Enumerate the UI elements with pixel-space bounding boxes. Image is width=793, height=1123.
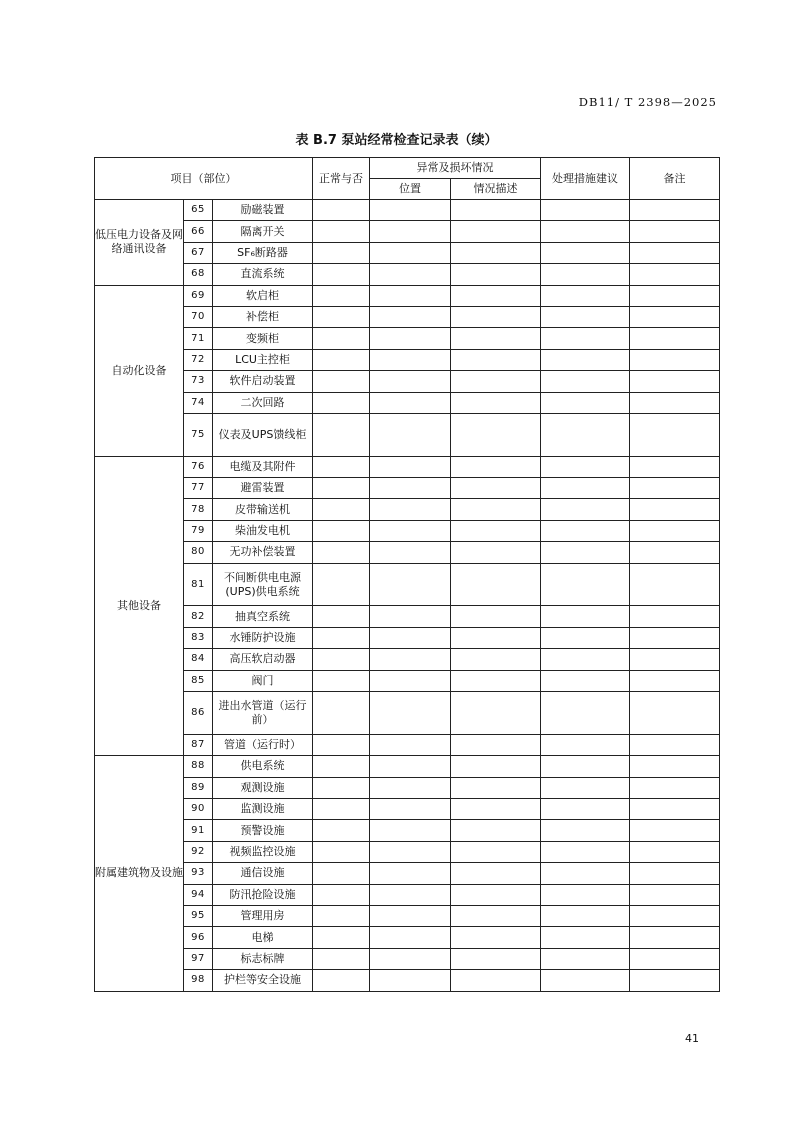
description-cell[interactable] [451, 563, 541, 606]
position-cell[interactable] [370, 563, 451, 606]
table-row [95, 627, 720, 648]
normal-cell[interactable] [313, 520, 370, 541]
item-name: 励磁装置 [213, 200, 313, 221]
position-cell[interactable] [370, 884, 451, 905]
description-cell[interactable] [451, 670, 541, 691]
description-cell[interactable] [451, 777, 541, 798]
position-cell[interactable] [370, 478, 451, 499]
document-code: DB11/ T 2398—2025 [578, 95, 717, 109]
position-cell[interactable] [370, 756, 451, 777]
item-number: 95 [184, 905, 213, 926]
table-row [95, 841, 720, 862]
header-measures: 处理措施建议 [541, 158, 630, 200]
normal-cell[interactable] [313, 264, 370, 285]
measures-cell[interactable] [541, 820, 630, 841]
remarks-cell[interactable] [630, 841, 720, 862]
normal-cell[interactable] [313, 970, 370, 991]
position-cell[interactable] [370, 734, 451, 755]
header-project: 项目（部位） [95, 158, 313, 200]
remarks-cell[interactable] [630, 563, 720, 606]
table-row [95, 371, 720, 392]
remarks-cell[interactable] [630, 306, 720, 327]
page-number: 41 [685, 1032, 699, 1045]
normal-cell[interactable] [313, 777, 370, 798]
item-name: 监测设施 [213, 798, 313, 819]
item-number: 81 [184, 563, 213, 606]
remarks-cell[interactable] [630, 221, 720, 242]
remarks-cell[interactable] [630, 264, 720, 285]
item-number: 72 [184, 349, 213, 370]
item-name: 补偿柜 [213, 306, 313, 327]
table-row [95, 221, 720, 242]
position-cell[interactable] [370, 627, 451, 648]
position-cell[interactable] [370, 306, 451, 327]
table-row [95, 242, 720, 263]
position-cell[interactable] [370, 520, 451, 541]
position-cell[interactable] [370, 692, 451, 735]
measures-cell[interactable] [541, 884, 630, 905]
table-row [95, 563, 720, 606]
item-name: 观测设施 [213, 777, 313, 798]
position-cell[interactable] [370, 264, 451, 285]
description-cell[interactable] [451, 264, 541, 285]
normal-cell[interactable] [313, 884, 370, 905]
description-cell[interactable] [451, 221, 541, 242]
group-name: 低压电力设备及网络通讯设备 [95, 200, 184, 286]
position-cell[interactable] [370, 905, 451, 926]
remarks-cell[interactable] [630, 927, 720, 948]
normal-cell[interactable] [313, 649, 370, 670]
table-row [95, 649, 720, 670]
normal-cell[interactable] [313, 798, 370, 819]
item-name: 电缆及其附件 [213, 456, 313, 477]
remarks-cell[interactable] [630, 820, 720, 841]
table-row [95, 285, 720, 306]
normal-cell[interactable] [313, 328, 370, 349]
remarks-cell[interactable] [630, 371, 720, 392]
table-row [95, 542, 720, 563]
measures-cell[interactable] [541, 756, 630, 777]
normal-cell[interactable] [313, 820, 370, 841]
inspection-record-table [94, 157, 720, 992]
remarks-cell[interactable] [630, 413, 720, 456]
item-name: LCU主控柜 [213, 349, 313, 370]
measures-cell[interactable] [541, 692, 630, 735]
normal-cell[interactable] [313, 756, 370, 777]
remarks-cell[interactable] [630, 328, 720, 349]
description-cell[interactable] [451, 478, 541, 499]
table-row [95, 756, 720, 777]
position-cell[interactable] [370, 392, 451, 413]
table-row [95, 970, 720, 991]
description-cell[interactable] [451, 884, 541, 905]
item-name: 软件启动装置 [213, 371, 313, 392]
position-cell[interactable] [370, 670, 451, 691]
item-name: 进出水管道（运行前） [213, 692, 313, 735]
normal-cell[interactable] [313, 456, 370, 477]
position-cell[interactable] [370, 606, 451, 627]
item-number: 74 [184, 392, 213, 413]
remarks-cell[interactable] [630, 670, 720, 691]
table-row [95, 905, 720, 926]
item-number: 77 [184, 478, 213, 499]
position-cell[interactable] [370, 242, 451, 263]
remarks-cell[interactable] [630, 520, 720, 541]
item-number: 90 [184, 798, 213, 819]
table-row [95, 200, 720, 221]
item-name: 管道（运行时） [213, 734, 313, 755]
normal-cell[interactable] [313, 692, 370, 735]
measures-cell[interactable] [541, 905, 630, 926]
position-cell[interactable] [370, 371, 451, 392]
normal-cell[interactable] [313, 499, 370, 520]
item-number: 82 [184, 606, 213, 627]
remarks-cell[interactable] [630, 542, 720, 563]
item-number: 91 [184, 820, 213, 841]
table-row [95, 264, 720, 285]
measures-cell[interactable] [541, 777, 630, 798]
normal-cell[interactable] [313, 734, 370, 755]
measures-cell[interactable] [541, 242, 630, 263]
description-cell[interactable] [451, 606, 541, 627]
description-cell[interactable] [451, 692, 541, 735]
remarks-cell[interactable] [630, 948, 720, 969]
item-number: 66 [184, 221, 213, 242]
remarks-cell[interactable] [630, 456, 720, 477]
remarks-cell[interactable] [630, 905, 720, 926]
remarks-cell[interactable] [630, 970, 720, 991]
position-cell[interactable] [370, 820, 451, 841]
position-cell[interactable] [370, 948, 451, 969]
item-number: 92 [184, 841, 213, 862]
item-name: 皮带输送机 [213, 499, 313, 520]
item-name: 电梯 [213, 927, 313, 948]
table-row [95, 499, 720, 520]
description-cell[interactable] [451, 863, 541, 884]
table-row [95, 456, 720, 477]
description-cell[interactable] [451, 349, 541, 370]
table-row [95, 413, 720, 456]
position-cell[interactable] [370, 413, 451, 456]
remarks-cell[interactable] [630, 798, 720, 819]
item-number: 84 [184, 649, 213, 670]
item-name: 无功补偿装置 [213, 542, 313, 563]
position-cell[interactable] [370, 970, 451, 991]
description-cell[interactable] [451, 970, 541, 991]
description-cell[interactable] [451, 841, 541, 862]
item-number: 98 [184, 970, 213, 991]
description-cell[interactable] [451, 499, 541, 520]
normal-cell[interactable] [313, 905, 370, 926]
item-name: 高压软启动器 [213, 649, 313, 670]
description-cell[interactable] [451, 627, 541, 648]
item-number: 70 [184, 306, 213, 327]
measures-cell[interactable] [541, 542, 630, 563]
remarks-cell[interactable] [630, 478, 720, 499]
item-name: 仪表及UPS馈线柜 [213, 413, 313, 456]
normal-cell[interactable] [313, 349, 370, 370]
item-number: 69 [184, 285, 213, 306]
measures-cell[interactable] [541, 520, 630, 541]
item-name: 视频监控设施 [213, 841, 313, 862]
description-cell[interactable] [451, 905, 541, 926]
table-row [95, 478, 720, 499]
measures-cell[interactable] [541, 456, 630, 477]
table-row [95, 692, 720, 735]
item-number: 88 [184, 756, 213, 777]
measures-cell[interactable] [541, 285, 630, 306]
description-cell[interactable] [451, 756, 541, 777]
measures-cell[interactable] [541, 970, 630, 991]
table-row [95, 798, 720, 819]
position-cell[interactable] [370, 798, 451, 819]
table-row [95, 884, 720, 905]
normal-cell[interactable] [313, 863, 370, 884]
position-cell[interactable] [370, 841, 451, 862]
measures-cell[interactable] [541, 734, 630, 755]
item-name: 软启柜 [213, 285, 313, 306]
measures-cell[interactable] [541, 499, 630, 520]
description-cell[interactable] [451, 242, 541, 263]
measures-cell[interactable] [541, 328, 630, 349]
item-name: 预警设施 [213, 820, 313, 841]
description-cell[interactable] [451, 734, 541, 755]
item-name: 水锤防护设施 [213, 627, 313, 648]
group-name: 自动化设备 [95, 285, 184, 456]
table-row [95, 520, 720, 541]
normal-cell[interactable] [313, 200, 370, 221]
header-remarks: 备注 [630, 158, 720, 200]
item-name: 供电系统 [213, 756, 313, 777]
normal-cell[interactable] [313, 627, 370, 648]
table-row [95, 670, 720, 691]
measures-cell[interactable] [541, 306, 630, 327]
remarks-cell[interactable] [630, 627, 720, 648]
remarks-cell[interactable] [630, 499, 720, 520]
item-name: 隔离开关 [213, 221, 313, 242]
remarks-cell[interactable] [630, 285, 720, 306]
description-cell[interactable] [451, 392, 541, 413]
normal-cell[interactable] [313, 242, 370, 263]
item-number: 96 [184, 927, 213, 948]
item-name: 二次回路 [213, 392, 313, 413]
item-number: 97 [184, 948, 213, 969]
item-name: 防汛抢险设施 [213, 884, 313, 905]
description-cell[interactable] [451, 371, 541, 392]
item-number: 83 [184, 627, 213, 648]
description-cell[interactable] [451, 649, 541, 670]
normal-cell[interactable] [313, 306, 370, 327]
measures-cell[interactable] [541, 927, 630, 948]
item-number: 79 [184, 520, 213, 541]
header-abnormal: 异常及损坏情况 [370, 158, 541, 179]
item-number: 68 [184, 264, 213, 285]
item-name: 柴油发电机 [213, 520, 313, 541]
table-row [95, 948, 720, 969]
measures-cell[interactable] [541, 863, 630, 884]
group-name: 其他设备 [95, 456, 184, 756]
remarks-cell[interactable] [630, 777, 720, 798]
description-cell[interactable] [451, 306, 541, 327]
item-name: 阀门 [213, 670, 313, 691]
normal-cell[interactable] [313, 927, 370, 948]
position-cell[interactable] [370, 221, 451, 242]
description-cell[interactable] [451, 456, 541, 477]
measures-cell[interactable] [541, 413, 630, 456]
description-cell[interactable] [451, 200, 541, 221]
remarks-cell[interactable] [630, 692, 720, 735]
table-row [95, 777, 720, 798]
remarks-cell[interactable] [630, 756, 720, 777]
position-cell[interactable] [370, 649, 451, 670]
remarks-cell[interactable] [630, 734, 720, 755]
item-name: 变频柜 [213, 328, 313, 349]
remarks-cell[interactable] [630, 606, 720, 627]
table-row [95, 606, 720, 627]
remarks-cell[interactable] [630, 392, 720, 413]
item-name: 抽真空系统 [213, 606, 313, 627]
table-row [95, 863, 720, 884]
description-cell[interactable] [451, 948, 541, 969]
remarks-cell[interactable] [630, 649, 720, 670]
position-cell[interactable] [370, 349, 451, 370]
item-number: 71 [184, 328, 213, 349]
item-name: 护栏等安全设施 [213, 970, 313, 991]
position-cell[interactable] [370, 863, 451, 884]
normal-cell[interactable] [313, 478, 370, 499]
item-number: 80 [184, 542, 213, 563]
header-description: 情况描述 [451, 179, 541, 200]
normal-cell[interactable] [313, 221, 370, 242]
item-number: 73 [184, 371, 213, 392]
description-cell[interactable] [451, 798, 541, 819]
header-normal: 正常与否 [313, 158, 370, 200]
description-cell[interactable] [451, 820, 541, 841]
description-cell[interactable] [451, 285, 541, 306]
item-number: 89 [184, 777, 213, 798]
item-number: 76 [184, 456, 213, 477]
normal-cell[interactable] [313, 670, 370, 691]
group-name: 附属建筑物及设施 [95, 756, 184, 991]
item-number: 93 [184, 863, 213, 884]
position-cell[interactable] [370, 200, 451, 221]
item-name: 直流系统 [213, 264, 313, 285]
table-row [95, 349, 720, 370]
item-name: SF₆断路器 [213, 242, 313, 263]
position-cell[interactable] [370, 777, 451, 798]
header-position: 位置 [370, 179, 451, 200]
measures-cell[interactable] [541, 349, 630, 370]
item-number: 94 [184, 884, 213, 905]
position-cell[interactable] [370, 285, 451, 306]
remarks-cell[interactable] [630, 863, 720, 884]
normal-cell[interactable] [313, 563, 370, 606]
table-row [95, 306, 720, 327]
item-name: 不间断供电电源(UPS)供电系统 [213, 563, 313, 606]
measures-cell[interactable] [541, 627, 630, 648]
normal-cell[interactable] [313, 392, 370, 413]
item-number: 67 [184, 242, 213, 263]
measures-cell[interactable] [541, 798, 630, 819]
measures-cell[interactable] [541, 948, 630, 969]
table-body [95, 200, 720, 992]
measures-cell[interactable] [541, 670, 630, 691]
table-row [95, 392, 720, 413]
description-cell[interactable] [451, 520, 541, 541]
position-cell[interactable] [370, 328, 451, 349]
measures-cell[interactable] [541, 841, 630, 862]
measures-cell[interactable] [541, 371, 630, 392]
normal-cell[interactable] [313, 285, 370, 306]
item-number: 86 [184, 692, 213, 735]
item-name: 通信设施 [213, 863, 313, 884]
normal-cell[interactable] [313, 841, 370, 862]
normal-cell[interactable] [313, 948, 370, 969]
normal-cell[interactable] [313, 606, 370, 627]
position-cell[interactable] [370, 542, 451, 563]
measures-cell[interactable] [541, 264, 630, 285]
remarks-cell[interactable] [630, 242, 720, 263]
table-title: 表 B.7 泵站经常检查记录表（续） [295, 133, 498, 148]
measures-cell[interactable] [541, 221, 630, 242]
position-cell[interactable] [370, 927, 451, 948]
item-name: 避雷装置 [213, 478, 313, 499]
item-number: 78 [184, 499, 213, 520]
description-cell[interactable] [451, 542, 541, 563]
remarks-cell[interactable] [630, 349, 720, 370]
normal-cell[interactable] [313, 413, 370, 456]
measures-cell[interactable] [541, 563, 630, 606]
table-row [95, 927, 720, 948]
measures-cell[interactable] [541, 649, 630, 670]
table-row [95, 734, 720, 755]
normal-cell[interactable] [313, 542, 370, 563]
measures-cell[interactable] [541, 478, 630, 499]
description-cell[interactable] [451, 328, 541, 349]
table-row [95, 328, 720, 349]
measures-cell[interactable] [541, 606, 630, 627]
description-cell[interactable] [451, 927, 541, 948]
item-name: 管理用房 [213, 905, 313, 926]
measures-cell[interactable] [541, 200, 630, 221]
normal-cell[interactable] [313, 371, 370, 392]
measures-cell[interactable] [541, 392, 630, 413]
item-name: 标志标牌 [213, 948, 313, 969]
item-number: 75 [184, 413, 213, 456]
description-cell[interactable] [451, 413, 541, 456]
item-number: 87 [184, 734, 213, 755]
remarks-cell[interactable] [630, 884, 720, 905]
position-cell[interactable] [370, 499, 451, 520]
remarks-cell[interactable] [630, 200, 720, 221]
item-number: 65 [184, 200, 213, 221]
position-cell[interactable] [370, 456, 451, 477]
item-number: 85 [184, 670, 213, 691]
table-row [95, 820, 720, 841]
